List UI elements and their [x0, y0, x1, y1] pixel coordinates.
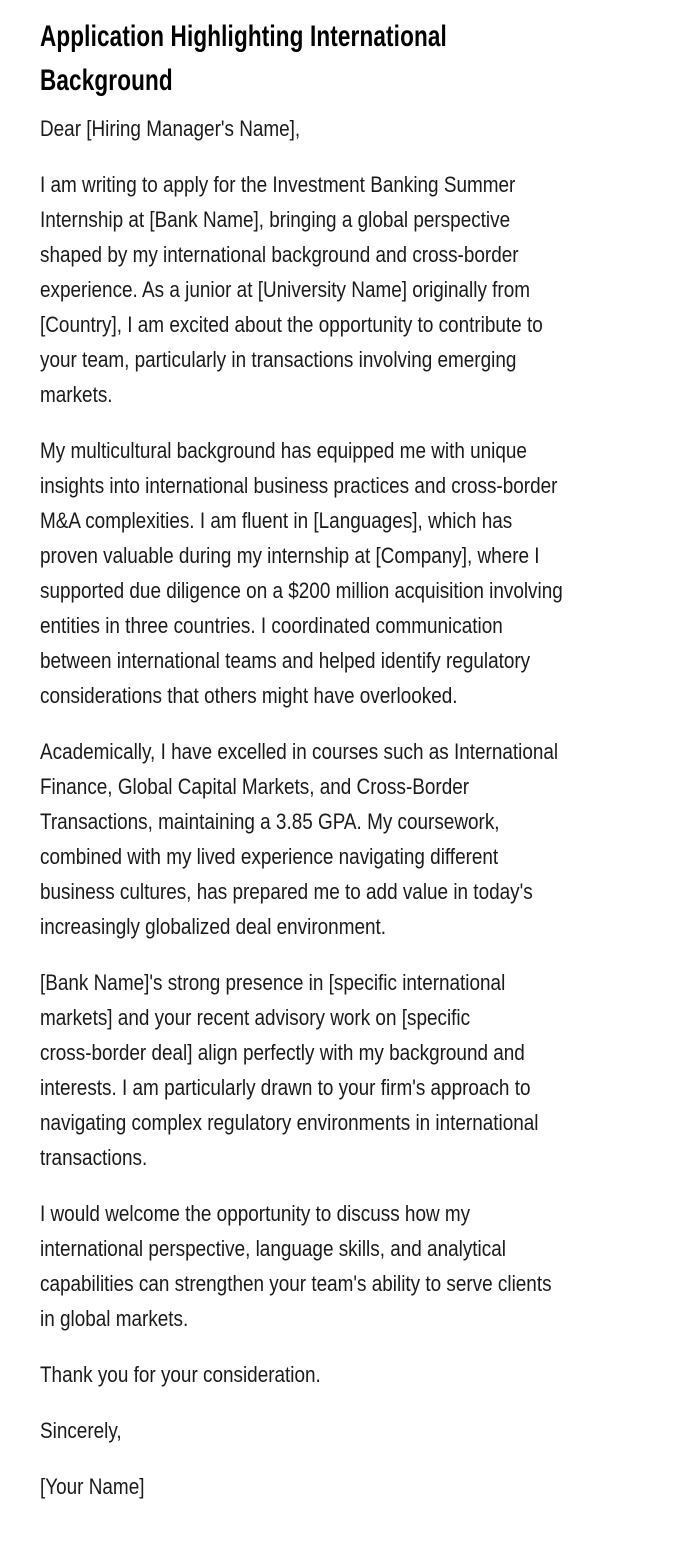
paragraph	[40, 1413, 660, 1448]
text-line: Transactions, maintaining a 3.85 GPA. My coursework,	[40, 809, 500, 834]
text-line: considerations that others might have overlooked.	[40, 683, 458, 708]
text-line: cross-border deal] align perfectly with my background and	[40, 1040, 525, 1065]
paragraph	[40, 1469, 660, 1504]
text-line: experience. As a junior at [University Name] originally from	[40, 277, 531, 302]
text-line: in global markets.	[40, 1306, 189, 1331]
paragraph	[40, 111, 660, 146]
paragraph	[40, 1357, 660, 1392]
text-line: insights into international business practices and cross-border	[40, 473, 558, 498]
text-line: [Your Name]	[40, 1474, 145, 1499]
paragraph	[40, 433, 660, 713]
text-line: your team, particularly in transactions involving emerging	[40, 347, 517, 372]
paragraph	[40, 167, 660, 412]
text-line: Dear [Hiring Manager's Name],	[40, 116, 301, 141]
text-line: Internship at [Bank Name], bringing a global perspective	[40, 207, 511, 232]
text-line: increasingly globalized deal environment.	[40, 914, 387, 939]
text-line: proven valuable during my internship at [Company], where I	[40, 543, 540, 568]
text-line: I am writing to apply for the Investment Banking Summer	[40, 172, 516, 197]
text-line: capabilities can strengthen your team's ability to serve clients	[40, 1271, 552, 1296]
text-line: shaped by my international background and cross-border	[40, 242, 519, 267]
paragraph	[40, 1196, 660, 1336]
text-line: My multicultural background has equipped me with unique	[40, 438, 527, 463]
text-line: business cultures, has prepared me to add value in today's	[40, 879, 533, 904]
text-line: I would welcome the opportunity to discuss how my	[40, 1201, 471, 1226]
paragraph	[40, 734, 660, 944]
letter-body	[40, 111, 660, 1504]
text-line: Thank you for your consideration.	[40, 1362, 321, 1387]
page-title	[40, 15, 660, 103]
text-line: entities in three countries. I coordinated communication	[40, 613, 503, 638]
text-line: international perspective, language skills, and analytical	[40, 1236, 506, 1261]
text-line: [Country], I am excited about the opportunity to contribute to	[40, 312, 543, 337]
page-title-line-1: Application Highlighting International	[40, 20, 447, 53]
text-line: [Bank Name]'s strong presence in [specific international	[40, 970, 506, 995]
text-line: Academically, I have excelled in courses such as International	[40, 739, 559, 764]
text-line: combined with my lived experience navigating different	[40, 844, 499, 869]
text-line: markets] and your recent advisory work on [specific	[40, 1005, 471, 1030]
text-line: between international teams and helped identify regulatory	[40, 648, 531, 673]
text-line: transactions.	[40, 1145, 148, 1170]
text-line: M&A complexities. I am fluent in [Languages], which has	[40, 508, 513, 533]
paragraph	[40, 965, 660, 1175]
text-line: supported due diligence on a $200 million acquisition involving	[40, 578, 563, 603]
text-line: Sincerely,	[40, 1418, 122, 1443]
text-line: markets.	[40, 382, 113, 407]
text-line: Finance, Global Capital Markets, and Cross-Border	[40, 774, 470, 799]
text-line: interests. I am particularly drawn to your firm's approach to	[40, 1075, 531, 1100]
page-title-line-2: Background	[40, 64, 173, 97]
text-line: navigating complex regulatory environments in international	[40, 1110, 539, 1135]
